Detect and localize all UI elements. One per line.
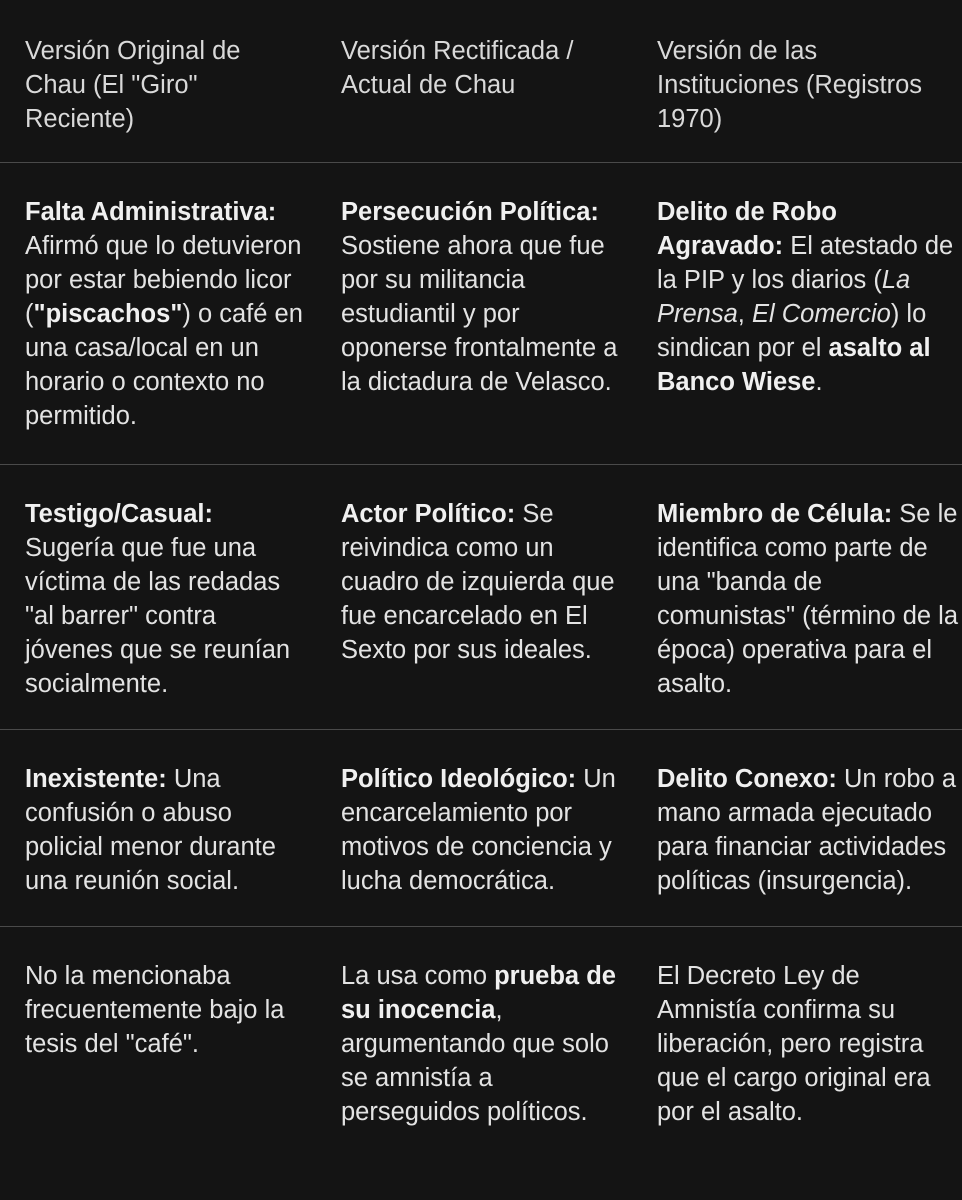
table-cell (316, 163, 632, 465)
table-cell (0, 730, 316, 927)
cell-label: Inexistente: (25, 765, 167, 793)
cell-label: Actor Político: (341, 500, 516, 528)
table-cell (632, 163, 962, 465)
column-header-original-version: Versión Original de Chau (El "Giro" Reciente) (0, 0, 316, 163)
table-cell (316, 927, 632, 1150)
cell-text: ) o café en una casa/local en un horario o contexto no permitido. (25, 300, 303, 430)
table-cell (316, 465, 632, 730)
table-row (0, 927, 962, 1150)
cell-text: No la mencionaba frecuentemente bajo la tesis del "café". (25, 962, 285, 1058)
column-header-institutions-version: Versión de las Instituciones (Registros 1970) (632, 0, 962, 163)
table-row (0, 163, 962, 465)
cell-text: , (737, 300, 752, 328)
newspaper-name: El Comercio (751, 300, 891, 328)
newspaper-name: La Prensa (657, 266, 911, 328)
cell-text: Afirmó que lo detuvieron por estar bebiendo licor ( (25, 232, 302, 328)
table-cell (632, 465, 962, 730)
cell-text: La usa como (341, 962, 495, 990)
cell-label: Persecución Política: (341, 198, 599, 226)
table-cell (632, 730, 962, 927)
cell-label: Delito Conexo: (657, 765, 837, 793)
table-cell (0, 927, 316, 1150)
table-cell (316, 730, 632, 927)
cell-text: . (815, 368, 823, 396)
cell-text: Una confusión o abuso policial menor durante una reunión social. (25, 765, 276, 895)
cell-text: Se le identifica como parte de una "banda de comunistas" (término de la época) operativa para el asalto. (657, 500, 959, 698)
cell-bold-text: "piscachos" (33, 300, 183, 328)
cell-label: Político Ideológico: (341, 765, 577, 793)
header-row (0, 0, 962, 163)
cell-text: El Decreto Ley de Amnistía confirma su liberación, pero registra que el cargo original era por el asalto. (657, 962, 931, 1126)
cell-text: El atestado de la PIP y los diarios ( (657, 232, 954, 294)
table-cell (632, 927, 962, 1150)
cell-text: ) lo sindican por el (657, 300, 927, 362)
cell-bold-text: asalto al Banco Wiese (657, 334, 931, 396)
cell-text: Un encarcelamiento por motivos de conciencia y lucha democrática. (341, 765, 616, 895)
table-row (0, 730, 962, 927)
column-header-rectified-version: Versión Rectificada / Actual de Chau (316, 0, 632, 163)
table-cell (0, 163, 316, 465)
cell-label: Falta Administrativa: (25, 198, 277, 226)
cell-label: Miembro de Célula: (657, 500, 893, 528)
cell-text: Un robo a mano armada ejecutado para financiar actividades políticas (insurgencia). (657, 765, 957, 895)
table-cell (0, 465, 316, 730)
cell-label: Delito de Robo Agravado: (657, 198, 837, 260)
cell-text: Se reivindica como un cuadro de izquierda que fue encarcelado en El Sexto por sus ideales. (341, 500, 615, 664)
cell-label: Testigo/Casual: (25, 500, 213, 528)
cell-bold-text: prueba de su inocencia (341, 962, 616, 1024)
cell-text: Sugería que fue una víctima de las redadas "al barrer" contra jóvenes que se reunían socialmente. (25, 534, 291, 698)
cell-text: Sostiene ahora que fue por su militancia estudiantil y por oponerse frontalmente a la dictadura de Velasco. (341, 232, 618, 396)
cell-text: , argumentando que solo se amnistía a perseguidos políticos. (341, 996, 609, 1126)
table-row (0, 465, 962, 730)
